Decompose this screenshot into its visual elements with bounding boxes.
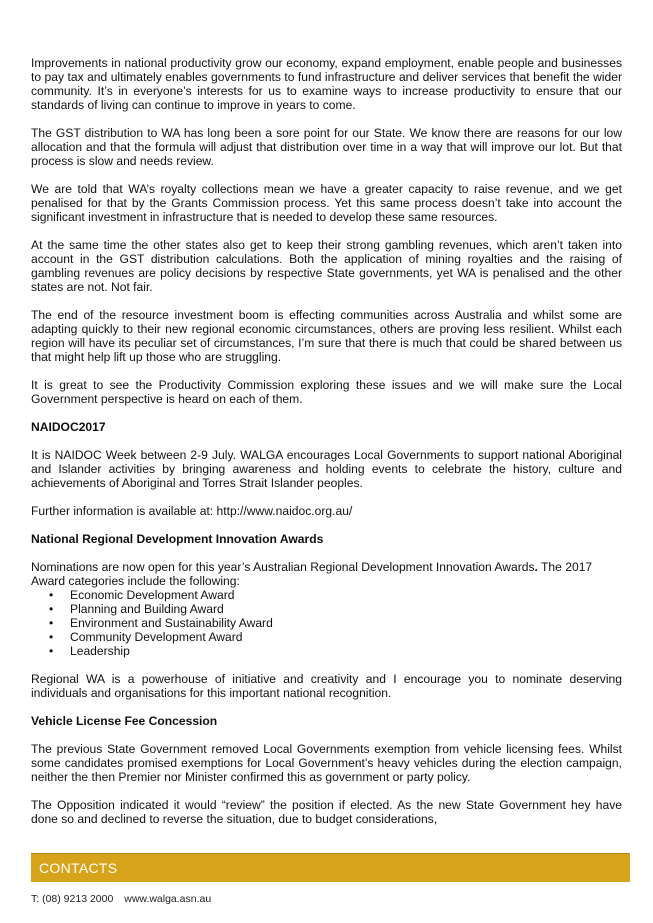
paragraph-gst: The GST distribution to WA has long been a sore point for our State. We know there are reasons for our low allocation and that the formula will adjust that distribution over time in a way that will improve our lot. But that process is slow and needs review. <box>31 126 622 168</box>
naidoc-heading: NAIDOC2017 <box>31 420 106 434</box>
contacts-bar <box>31 853 630 882</box>
awards-category-list <box>31 588 622 658</box>
awards-heading: National Regional Development Innovation Awards <box>31 532 324 546</box>
list-item: • Environment and Sustainability Award <box>70 616 622 630</box>
naidoc-paragraph: It is NAIDOC Week between 2-9 July. WALGA encourages Local Governments to support national Aboriginal and Islander activities by bringing awareness and holding events to celebrate the history, culture and achievements of Aboriginal and Torres Strait Islander peoples. <box>31 448 622 490</box>
awards-intro-period: . <box>534 560 538 574</box>
awards-intro-categories: The 2017 Award categories include the following: <box>31 560 593 588</box>
vehicle-paragraph: The previous State Government removed Local Governments exemption from vehicle licensing fees. Whilst some candidates promised exemptions for Local Government’s heavy vehicles during the election campaign, neither the then Premier nor Minister confirmed this as government or party policy. <box>31 742 622 784</box>
vehicle-paragraph-2: The Opposition indicated it would “review” the position if elected. As the new State Government hey have done so and declined to reverse the situation, due to budget considerations, <box>31 798 622 826</box>
paragraph-productivity: Improvements in national productivity grow our economy, expand employment, enable people and businesses to pay tax and ultimately enables governments to fund infrastructure and deliver services that benefit the wider community. It’s in everyone’s interests for us to examine ways to increase productivity to ensure that our standards of living can continue to improve in years to come. <box>31 56 622 112</box>
list-item: • Economic Development Award <box>70 588 622 602</box>
awards-closing-paragraph: Regional WA is a powerhouse of initiative and creativity and I encourage you to nominate deserving individuals and organisations for this important national recognition. <box>31 672 622 700</box>
website-link[interactable]: www.walga.asn.au <box>124 893 212 905</box>
list-item: • Leadership <box>70 644 622 658</box>
phone-number: T: (08) 9213 2000 <box>31 893 114 905</box>
paragraph-productivity-commission: It is great to see the Productivity Commission exploring these issues and we will make sure the Local Government perspective is heard on each of them. <box>31 378 622 406</box>
paragraph-gambling: At the same time the other states also get to keep their strong gambling revenues, which aren’t taken into account in the GST distribution calculations. Both the application of mining royalties and the raising of gambling revenues are policy decisions by respective State governments, yet WA is penalised and the other states are not. Not fair. <box>31 238 622 294</box>
document-body <box>31 56 622 840</box>
vehicle-heading: Vehicle License Fee Concession <box>31 714 218 728</box>
contacts-label: CONTACTS <box>39 860 118 876</box>
paragraph-royalties: We are told that WA’s royalty collections mean we have a greater capacity to raise revenue, and we get penalised for that by the Grants Commission process. Yet this same process doesn’t take into account the significant investment in infrastructure that is needed to develop these same resources. <box>31 182 622 224</box>
naidoc-info-link[interactable]: Further information is available at: http://www.naidoc.org.au/ <box>31 504 353 518</box>
list-item: • Planning and Building Award <box>70 602 622 616</box>
awards-intro-text: Nominations are now open for this year’s Australian Regional Development Innovation Awards <box>31 560 535 574</box>
list-item: • Community Development Award <box>70 630 622 644</box>
footer-contact-line <box>31 893 211 905</box>
paragraph-investment-boom: The end of the resource investment boom is effecting communities across Australia and whilst some are adapting quickly to their new regional economic circumstances, others are proving less resilient. Whilst each region will have its peculiar set of circumstances, I’m sure that there is much that could be shared between us that might help lift up those who are struggling. <box>31 308 622 364</box>
awards-intro <box>31 560 622 588</box>
